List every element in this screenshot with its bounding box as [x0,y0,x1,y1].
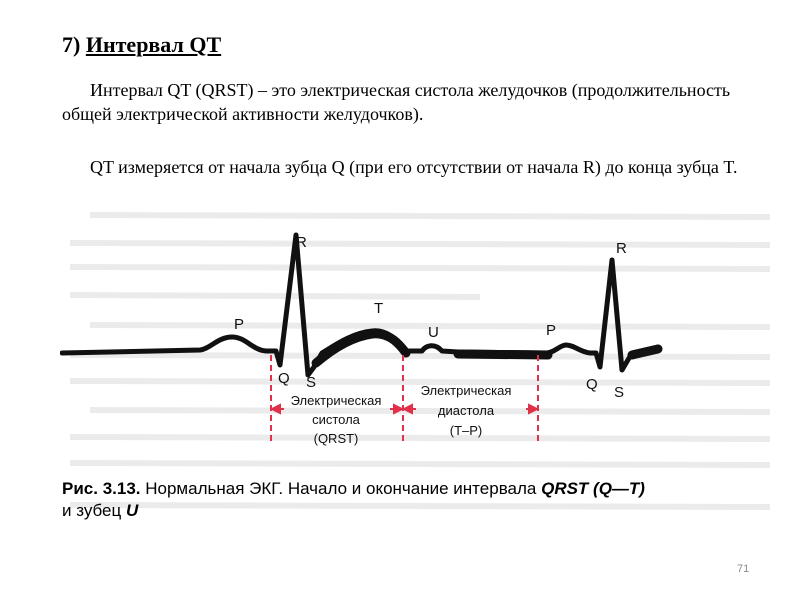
label-u: U [428,324,439,341]
title-text: Интервал QT [85,32,222,57]
svg-text:(QRST): (QRST) [313,431,359,446]
caption-wave: U [126,501,139,520]
label-p2: P [546,322,557,339]
caption-text: Нормальная ЭКГ. Начало и окончание интервала [145,479,537,498]
svg-text:Электрическая: Электрическая [420,383,512,398]
figure-caption [62,478,762,522]
background-texture [70,215,770,507]
title-number: 7) [62,32,81,57]
label-s2: S [614,384,625,401]
label-t: T [374,300,384,317]
paragraph-measurement: QT измеряется от начала зубца Q (при его отсутствии от начала R) до конца зубца T. [90,157,738,177]
svg-text:диастола: диастола [437,403,495,418]
label-s1: S [306,374,317,391]
svg-text:систола: систола [312,412,360,427]
caption-line2: и зубец [62,501,122,520]
caption-term: QRST (Q—T) [541,479,645,498]
svg-text:(T–P): (T–P) [449,423,483,438]
page-number: 71 [737,563,750,575]
paragraph-definition: Интервал QT (QRST) – это электрическая систола желудочков (продолжительность общей электрической активности желудочков). [62,80,731,124]
svg-text:Электрическая: Электрическая [290,393,382,408]
figure-number: Рис. 3.13. [62,479,141,498]
slide-title [62,32,221,58]
label-p1: P [234,316,245,333]
label-q2: Q [586,376,598,393]
label-r2: R [616,240,627,257]
label-r1: R [296,234,307,251]
label-q1: Q [278,370,290,387]
